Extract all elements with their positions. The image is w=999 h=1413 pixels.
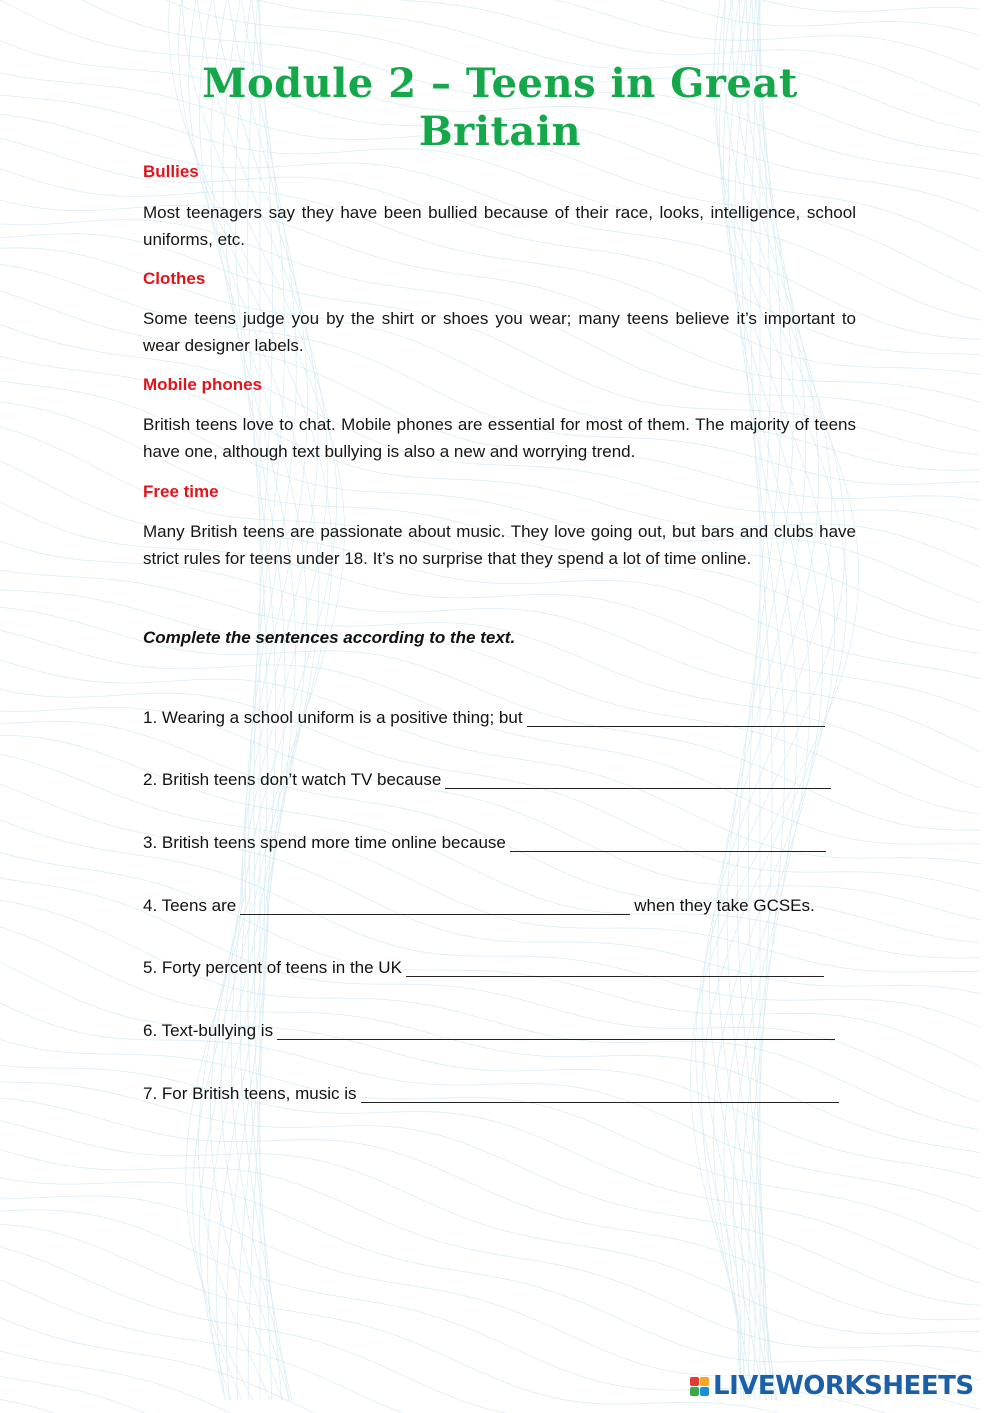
question-4-answer-blank[interactable]	[240, 896, 630, 915]
logo-mark-icon	[690, 1377, 709, 1396]
section-heading-clothes: Clothes	[143, 269, 206, 288]
logo-square-green	[690, 1387, 699, 1396]
question-4-prefix: 4. Teens are	[143, 896, 237, 915]
question-3	[143, 832, 830, 854]
section-heading-bullies: Bullies	[143, 162, 199, 181]
question-7-prefix: 7. For British teens, music is	[143, 1084, 357, 1103]
question-1-prefix: 1. Wearing a school uniform is a positive thing; but	[143, 708, 523, 727]
title-line-1: Module 2 – Teens in Great	[202, 60, 798, 107]
question-2-answer-blank[interactable]	[445, 770, 831, 789]
section-text-bullies: Most teenagers say they have been bullied because of their race, looks, intelligence, school uniforms, etc.	[143, 203, 856, 249]
page-title	[120, 60, 880, 156]
question-3-prefix: 3. British teens spend more time online because	[143, 833, 506, 852]
question-5-answer-blank[interactable]	[406, 958, 824, 977]
logo-square-red	[690, 1377, 699, 1386]
question-1-answer-blank[interactable]	[527, 708, 825, 727]
question-4	[143, 895, 815, 917]
question-2-prefix: 2. British teens don’t watch TV because	[143, 770, 442, 789]
question-7	[143, 1083, 843, 1105]
question-4-suffix: when they take GCSEs.	[634, 896, 815, 915]
question-2	[143, 769, 835, 791]
title-line-2: Britain	[418, 108, 582, 155]
section-text-mobile-phones: British teens love to chat. Mobile phones are essential for most of them. The majority of teens have one, although text bullying is also a new and worrying trend.	[143, 415, 856, 461]
question-6-prefix: 6. Text-bullying is	[143, 1021, 274, 1040]
logo-square-orange	[700, 1377, 709, 1386]
logo-text: LIVEWORKSHEETS	[713, 1371, 974, 1401]
section-heading-mobile-phones: Mobile phones	[143, 375, 262, 394]
liveworksheets-logo	[690, 1371, 974, 1401]
section-heading-free-time: Free time	[143, 482, 219, 501]
exercise-instruction: Complete the sentences according to the text.	[143, 628, 516, 647]
question-7-answer-blank[interactable]	[361, 1084, 839, 1103]
section-text-free-time: Many British teens are passionate about music. They love going out, but bars and clubs have strict rules for teens under 18. It’s no surprise that they spend a lot of time online.	[143, 522, 856, 568]
question-6	[143, 1020, 839, 1042]
logo-square-blue	[700, 1387, 709, 1396]
question-5	[143, 957, 828, 979]
section-text-clothes: Some teens judge you by the shirt or shoes you wear; many teens believe it’s important to wear designer labels.	[143, 309, 856, 355]
question-1	[143, 707, 829, 729]
question-6-answer-blank[interactable]	[277, 1021, 835, 1040]
question-5-prefix: 5. Forty percent of teens in the UK	[143, 958, 402, 977]
question-3-answer-blank[interactable]	[510, 833, 826, 852]
